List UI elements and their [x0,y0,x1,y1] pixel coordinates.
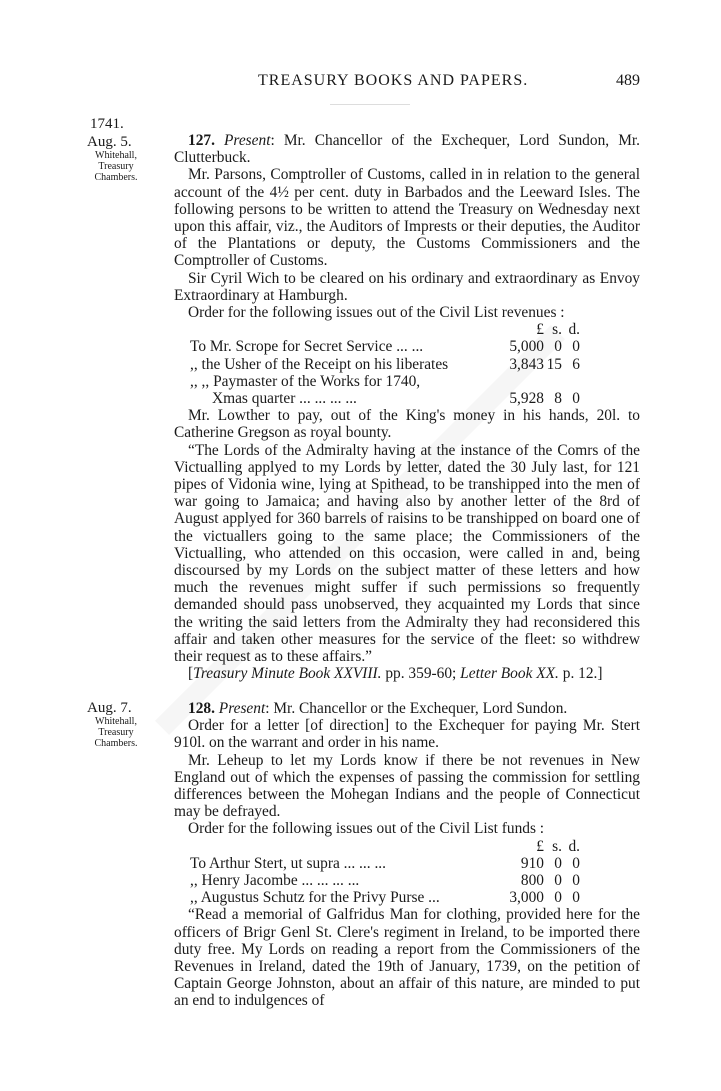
col-shillings: s. [552,837,562,855]
paragraph: Order for a letter [of direction] to the Exchequer for paying Mr. Stert 910l. on the warrant and order in his name. [174,717,640,752]
table-row [190,855,580,872]
source-reference [174,665,640,682]
entry-128-present [174,700,640,717]
running-header: TREASURY BOOKS AND PAPERS. [258,72,529,89]
present-text: : Mr. Chancellor of the Exchequer, Lord Sundon, Mr. Clutterbuck. [174,132,640,167]
entry-number: 127. [188,132,215,149]
issue-shillings: 0 [554,338,562,356]
ref-pages: pp. 359-60; [381,665,461,683]
margin-place-127: Whitehall, Treasury Chambers. [94,150,138,183]
col-pence: d. [568,837,580,855]
issue-pence: 0 [572,390,580,408]
col-pounds: £ [536,321,544,339]
issue-shillings: 15 [546,355,562,373]
paragraph: Mr. Parsons, Comptroller of Customs, called in in relation to the general account of the 4½ per cent. duty in Barbados and the Leeward Isles. The following persons to be written to attend the Treasury on Wednesday next upon this affair, viz., the Auditors of Imprests or their deputies, the Auditor of the Plantations or deputy, the Customs Commissioners and the Comptroller of Customs. [174,166,640,270]
issue-pounds: 5,928 [509,390,544,408]
issue-item: ,, Augustus Schutz for the Privy Purse ... [190,889,440,907]
table-row [190,356,580,373]
issue-pence: 0 [572,854,580,872]
issue-item: To Mr. Scrope for Secret Service ... ... [190,338,424,356]
margin-date-128: Aug. 7. [87,700,132,716]
issue-pounds [490,373,544,390]
entry-128 [174,700,640,1010]
issue-pounds: 910 [520,854,544,872]
entry-number: 128. [188,700,215,717]
issues-header-row [190,838,580,855]
issue-shillings: 0 [554,854,562,872]
entry-127 [174,132,640,683]
issue-item: Xmas quarter ... ... ... ... [212,390,357,408]
issue-pence: 0 [572,872,580,890]
table-row [190,338,580,355]
margin-year: 1741. [90,116,124,132]
issue-pounds: 3,000 [509,889,544,907]
issue-pence [562,373,580,390]
present-label: Present [218,700,266,717]
page-number: 489 [616,72,640,89]
paragraph: Order for the following issues out of the Civil List revenues : [188,304,565,322]
paragraph: “The Lords of the Admiralty having at the instance of the Comrs of the Victualling applyed to my Lords by letter, dated the 30 July last, for 121 pipes of Vidonia wine, lying at Spithead, to be transhipped into the men of war going to Jamaica; and having also by another letter of the 8rd of August applyed for 360 barrels of raisins to be transhipped on board one of the victuallers going to the same place; the Commissioners of the Victualling, who attended on this occasion, were called in and, being discoursed by my Lords on the subject matter of these letters and how much the revenues might suffer if such permissions so frequently demanded should pass unobserved, they acquainted my Lords that since the writing the said letters from the Admiralty they had reconsidered this affair and taken other measures for the service of the fleet: so withdrew their request as to these affairs.” [174,441,640,666]
issues-table-127 [190,321,580,407]
header-rule [330,104,410,105]
issues-header-row [190,321,580,338]
ref-end: p. 12.] [558,665,603,683]
margin-date-127: Aug. 5. [87,134,132,150]
issue-pounds: 5,000 [509,338,544,356]
col-pounds: £ [536,837,544,855]
issue-pounds: 800 [520,872,544,890]
ref-bracket: [ [188,665,194,683]
table-row [190,390,580,407]
issue-pence: 6 [572,355,580,373]
present-text: : Mr. Chancellor or the Exchequer, Lord Sundon. [265,700,568,717]
table-row [190,872,580,889]
ref-letter-book: Letter Book XX. [460,665,559,683]
issue-item: To Arthur Stert, ut supra ... ... ... [190,854,386,872]
issue-pounds: 3,843 [509,355,544,373]
issue-item: ,, the Usher of the Receipt on his liberates [190,355,449,373]
col-pence: d. [568,321,580,339]
issues-table-128 [190,838,580,907]
table-row [190,889,580,906]
margin-place-128: Whitehall, Treasury Chambers. [94,716,138,749]
issue-shillings: 0 [554,872,562,890]
issue-shillings: 0 [554,889,562,907]
paragraph: Mr. Leheup to let my Lords know if there be not revenues in New England out of which the expenses of passing the commission for settling differences between the Mohegan Indians and the people of Connecticut may be defrayed. [174,751,640,821]
paragraph: Sir Cyril Wich to be cleared on his ordinary and extraordinary as Envoy Extraordinary at Hamburgh. [174,269,640,304]
ref-minute-book: Treasury Minute Book XXVIII. [193,665,382,683]
table-row [190,373,580,390]
issue-shillings: 8 [554,390,562,408]
present-label: Present [224,132,271,149]
issue-pence: 0 [572,338,580,356]
issue-item: ,, Henry Jacombe ... ... ... ... [190,872,360,890]
paragraph: “Read a memorial of Galfridus Man for clothing, provided here for the officers of Brigr Genl St. Clere's regiment in Ireland, to be imported there duty free. My Lords on reading a report from the Commissioners of the Revenues in Ireland, dated the 19th of January, 1739, on the petition of Captain George Johnston, about an affair of this nature, are minded to put an end to indulgences of [174,906,640,1010]
issue-item: ,, ,, Paymaster of the Works for 1740, [190,372,421,390]
paragraph: Order for the following issues out of the Civil List funds : [188,820,545,838]
col-shillings: s. [552,321,562,339]
entry-127-present [174,132,640,166]
issue-pence: 0 [572,889,580,907]
issue-shillings [544,373,562,390]
paragraph: Mr. Lowther to pay, out of the King's money in his hands, 20l. to Catherine Gregson as royal bounty. [174,407,640,442]
